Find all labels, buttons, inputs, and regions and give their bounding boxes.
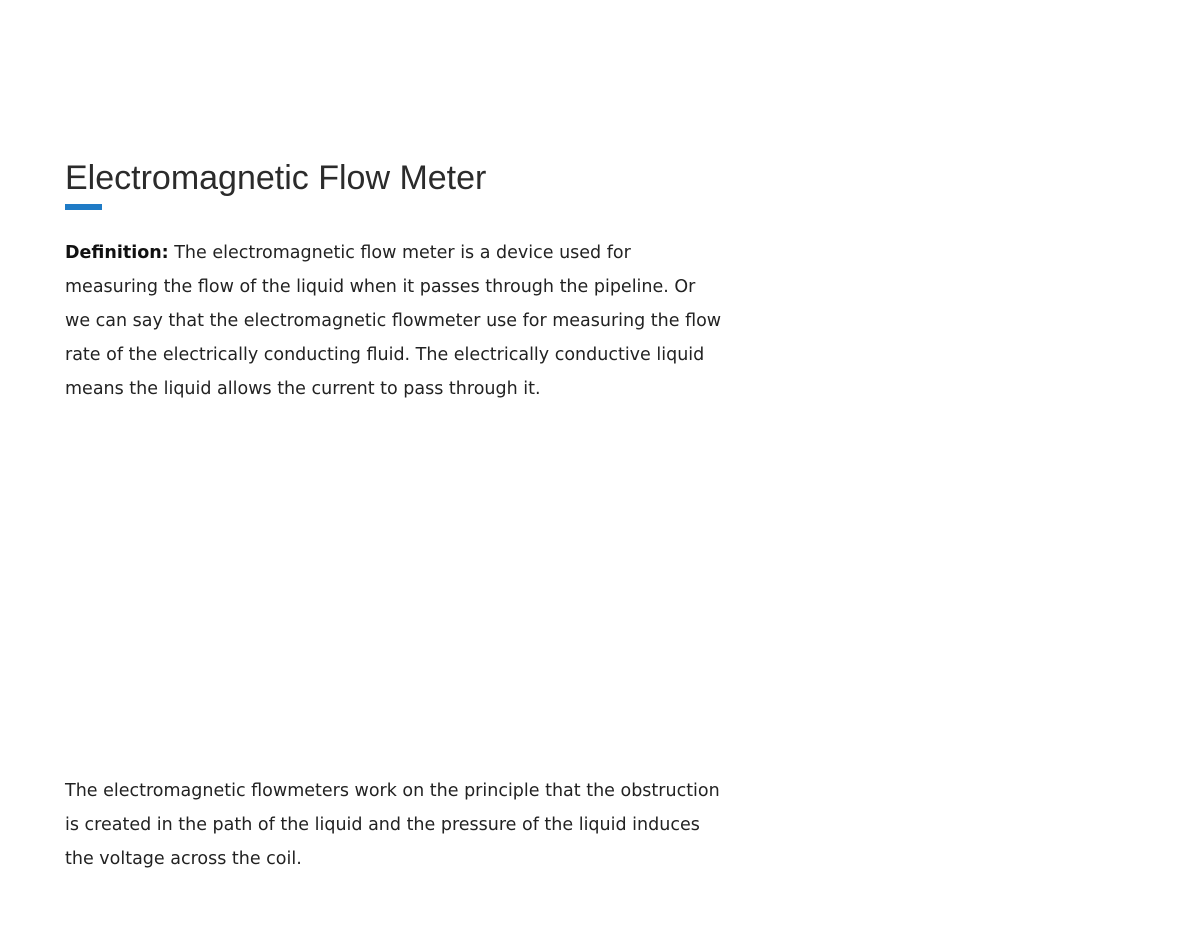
principle-paragraph: The electromagnetic flowmeters work on the principle that the obstruction is created in the path of the liquid and the pressure of the liquid induces the voltage across the coil. <box>65 781 720 869</box>
definition-paragraph <box>65 236 725 406</box>
definition-term: Definition: <box>65 243 169 263</box>
title-underline <box>65 204 102 210</box>
page-title: Electromagnetic Flow Meter <box>65 159 487 197</box>
definition-text: The electromagnetic flow meter is a device used for measuring the flow of the liquid when it passes through the pipeline. Or we can say that the electromagnetic flowmeter use for measuring the flow rate of the electrically conducting fluid. The electrically conductive liquid means the liquid allows the current to pass through it. <box>65 243 722 399</box>
